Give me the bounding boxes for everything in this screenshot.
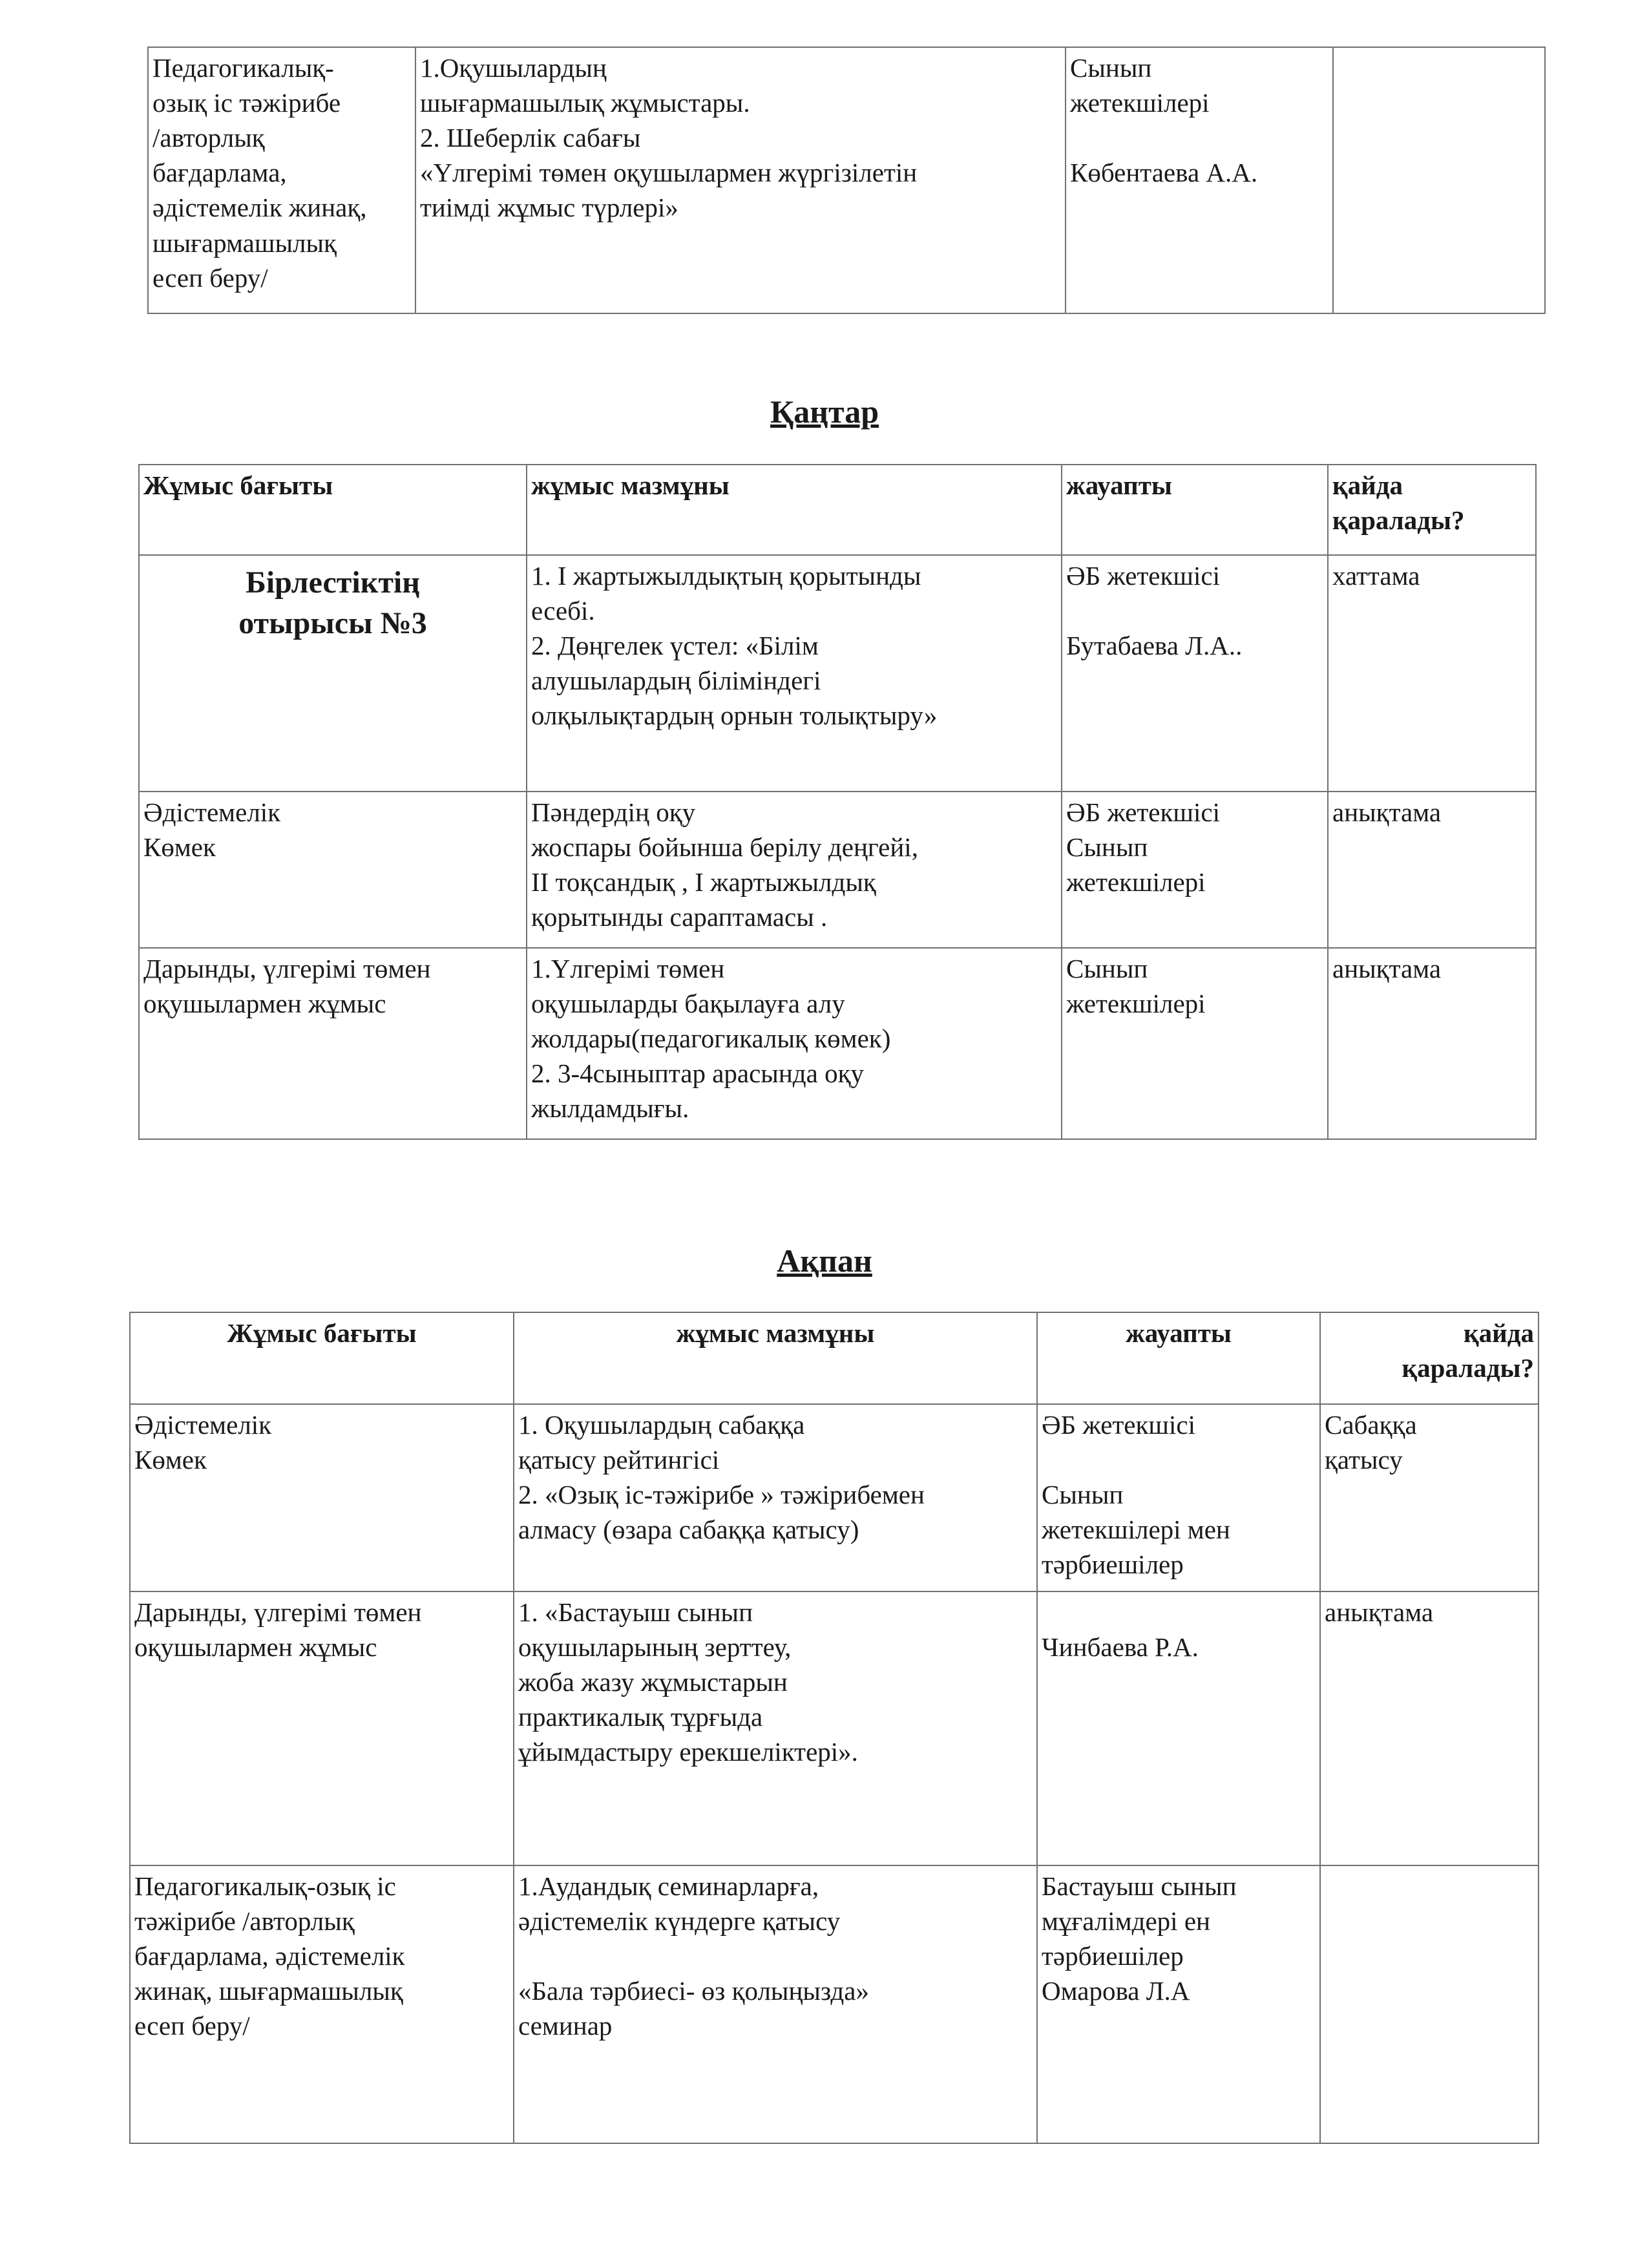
header-direction: Жұмыс бағыты bbox=[130, 1312, 514, 1404]
content-cell: 1.Аудандық семинарларға, әдістемелік күндерге қатысу «Бала тәрбиесі- өз қолыңызда» семинар bbox=[514, 1865, 1037, 2143]
direction-cell: Дарынды, үлгерімі төмен оқушылармен жұмыс bbox=[130, 1591, 514, 1865]
table-row bbox=[130, 1865, 1539, 2143]
content-cell: 1. Оқушылардың сабаққа қатысу рейтингісі 2. «Озық іс-тәжірибе » тәжірибемен алмасу (өзара сабаққа қатысу) bbox=[514, 1404, 1037, 1591]
where-cell bbox=[1333, 47, 1545, 313]
table-row bbox=[130, 1404, 1539, 1591]
responsible-text: Сынып жетекшілері Көбентаева А.А. bbox=[1070, 53, 1258, 188]
table-row bbox=[139, 792, 1536, 948]
where-cell: хаттама bbox=[1328, 555, 1536, 792]
direction-cell: Әдістемелік Көмек bbox=[139, 792, 527, 948]
table-row bbox=[139, 555, 1536, 792]
section-title-january: Қаңтар bbox=[770, 394, 879, 430]
direction-text: Педагогикалық- озық іс тәжірибе /авторлық бағдарлама, әдістемелік жинақ, шығармашылық есеп беру/ bbox=[152, 53, 367, 293]
direction-cell bbox=[148, 47, 415, 313]
where-cell: анықтама bbox=[1328, 948, 1536, 1139]
responsible-cell: Чинбаева Р.А. bbox=[1037, 1591, 1320, 1865]
direction-cell: Дарынды, үлгерімі төмен оқушылармен жұмыс bbox=[139, 948, 527, 1139]
content-cell bbox=[415, 47, 1066, 313]
where-cell: анықтама bbox=[1320, 1591, 1539, 1865]
table-row bbox=[139, 948, 1536, 1139]
responsible-cell bbox=[1066, 47, 1333, 313]
responsible-cell: Бастауыш сынып мұғалімдері ен тәрбиешілер Омарова Л.А bbox=[1037, 1865, 1320, 2143]
where-cell bbox=[1320, 1865, 1539, 2143]
top-plan-table bbox=[147, 47, 1546, 314]
responsible-cell: ӘБ жетекшісі Сынып жетекшілері bbox=[1062, 792, 1328, 948]
where-cell: Сабаққа қатысу bbox=[1320, 1404, 1539, 1591]
table-header-row bbox=[130, 1312, 1539, 1404]
table-header-row bbox=[139, 465, 1536, 555]
section-title-february: Ақпан bbox=[777, 1243, 872, 1279]
responsible-cell: ӘБ жетекшісі Бутабаева Л.А.. bbox=[1062, 555, 1328, 792]
header-where: қайда қаралады? bbox=[1320, 1312, 1539, 1404]
content-cell: 1. І жартыжылдықтың қорытынды есебі. 2. Дөңгелек үстел: «Білім алушылардың біліміндегі олқылықтардың орнын толықтыру» bbox=[527, 555, 1062, 792]
direction-cell: Педагогикалық-озық іс тәжірибе /авторлық бағдарлама, әдістемелік жинақ, шығармашылық есеп беру/ bbox=[130, 1865, 514, 2143]
header-responsible: жауапты bbox=[1062, 465, 1328, 555]
february-plan-table bbox=[129, 1312, 1539, 2144]
header-where: қайда қаралады? bbox=[1328, 465, 1536, 555]
header-content: жұмыс мазмұны bbox=[527, 465, 1062, 555]
header-responsible: жауапты bbox=[1037, 1312, 1320, 1404]
content-cell: 1. «Бастауыш сынып оқушыларының зерттеу, жоба жазу жұмыстарын практикалық тұрғыда ұйымдастыру ерекшеліктері». bbox=[514, 1591, 1037, 1865]
content-cell: 1.Үлгерімі төмен оқушыларды бақылауға алу жолдары(педагогикалық көмек) 2. 3-4сыныптар арасында оқу жылдамдығы. bbox=[527, 948, 1062, 1139]
direction-cell: Бірлестіктің отырысы №3 bbox=[139, 555, 527, 792]
table-row bbox=[148, 47, 1545, 313]
direction-cell: Әдістемелік Көмек bbox=[130, 1404, 514, 1591]
content-cell: Пәндердің оқу жоспары бойынша берілу деңгейі, ІІ тоқсандық , І жартыжылдық қорытынды сараптамасы . bbox=[527, 792, 1062, 948]
header-direction: Жұмыс бағыты bbox=[139, 465, 527, 555]
january-plan-table bbox=[138, 464, 1537, 1140]
header-content: жұмыс мазмұны bbox=[514, 1312, 1037, 1404]
responsible-cell: ӘБ жетекшісі Сынып жетекшілері мен тәрбиешілер bbox=[1037, 1404, 1320, 1591]
responsible-cell: Сынып жетекшілері bbox=[1062, 948, 1328, 1139]
table-row bbox=[130, 1591, 1539, 1865]
content-text: 1.Оқушылардың шығармашылық жұмыстары. 2. Шеберлік сабағы «Үлгерімі төмен оқушылармен жүргізілетін тиімді жұмыс түрлері» bbox=[420, 53, 918, 223]
where-cell: анықтама bbox=[1328, 792, 1536, 948]
